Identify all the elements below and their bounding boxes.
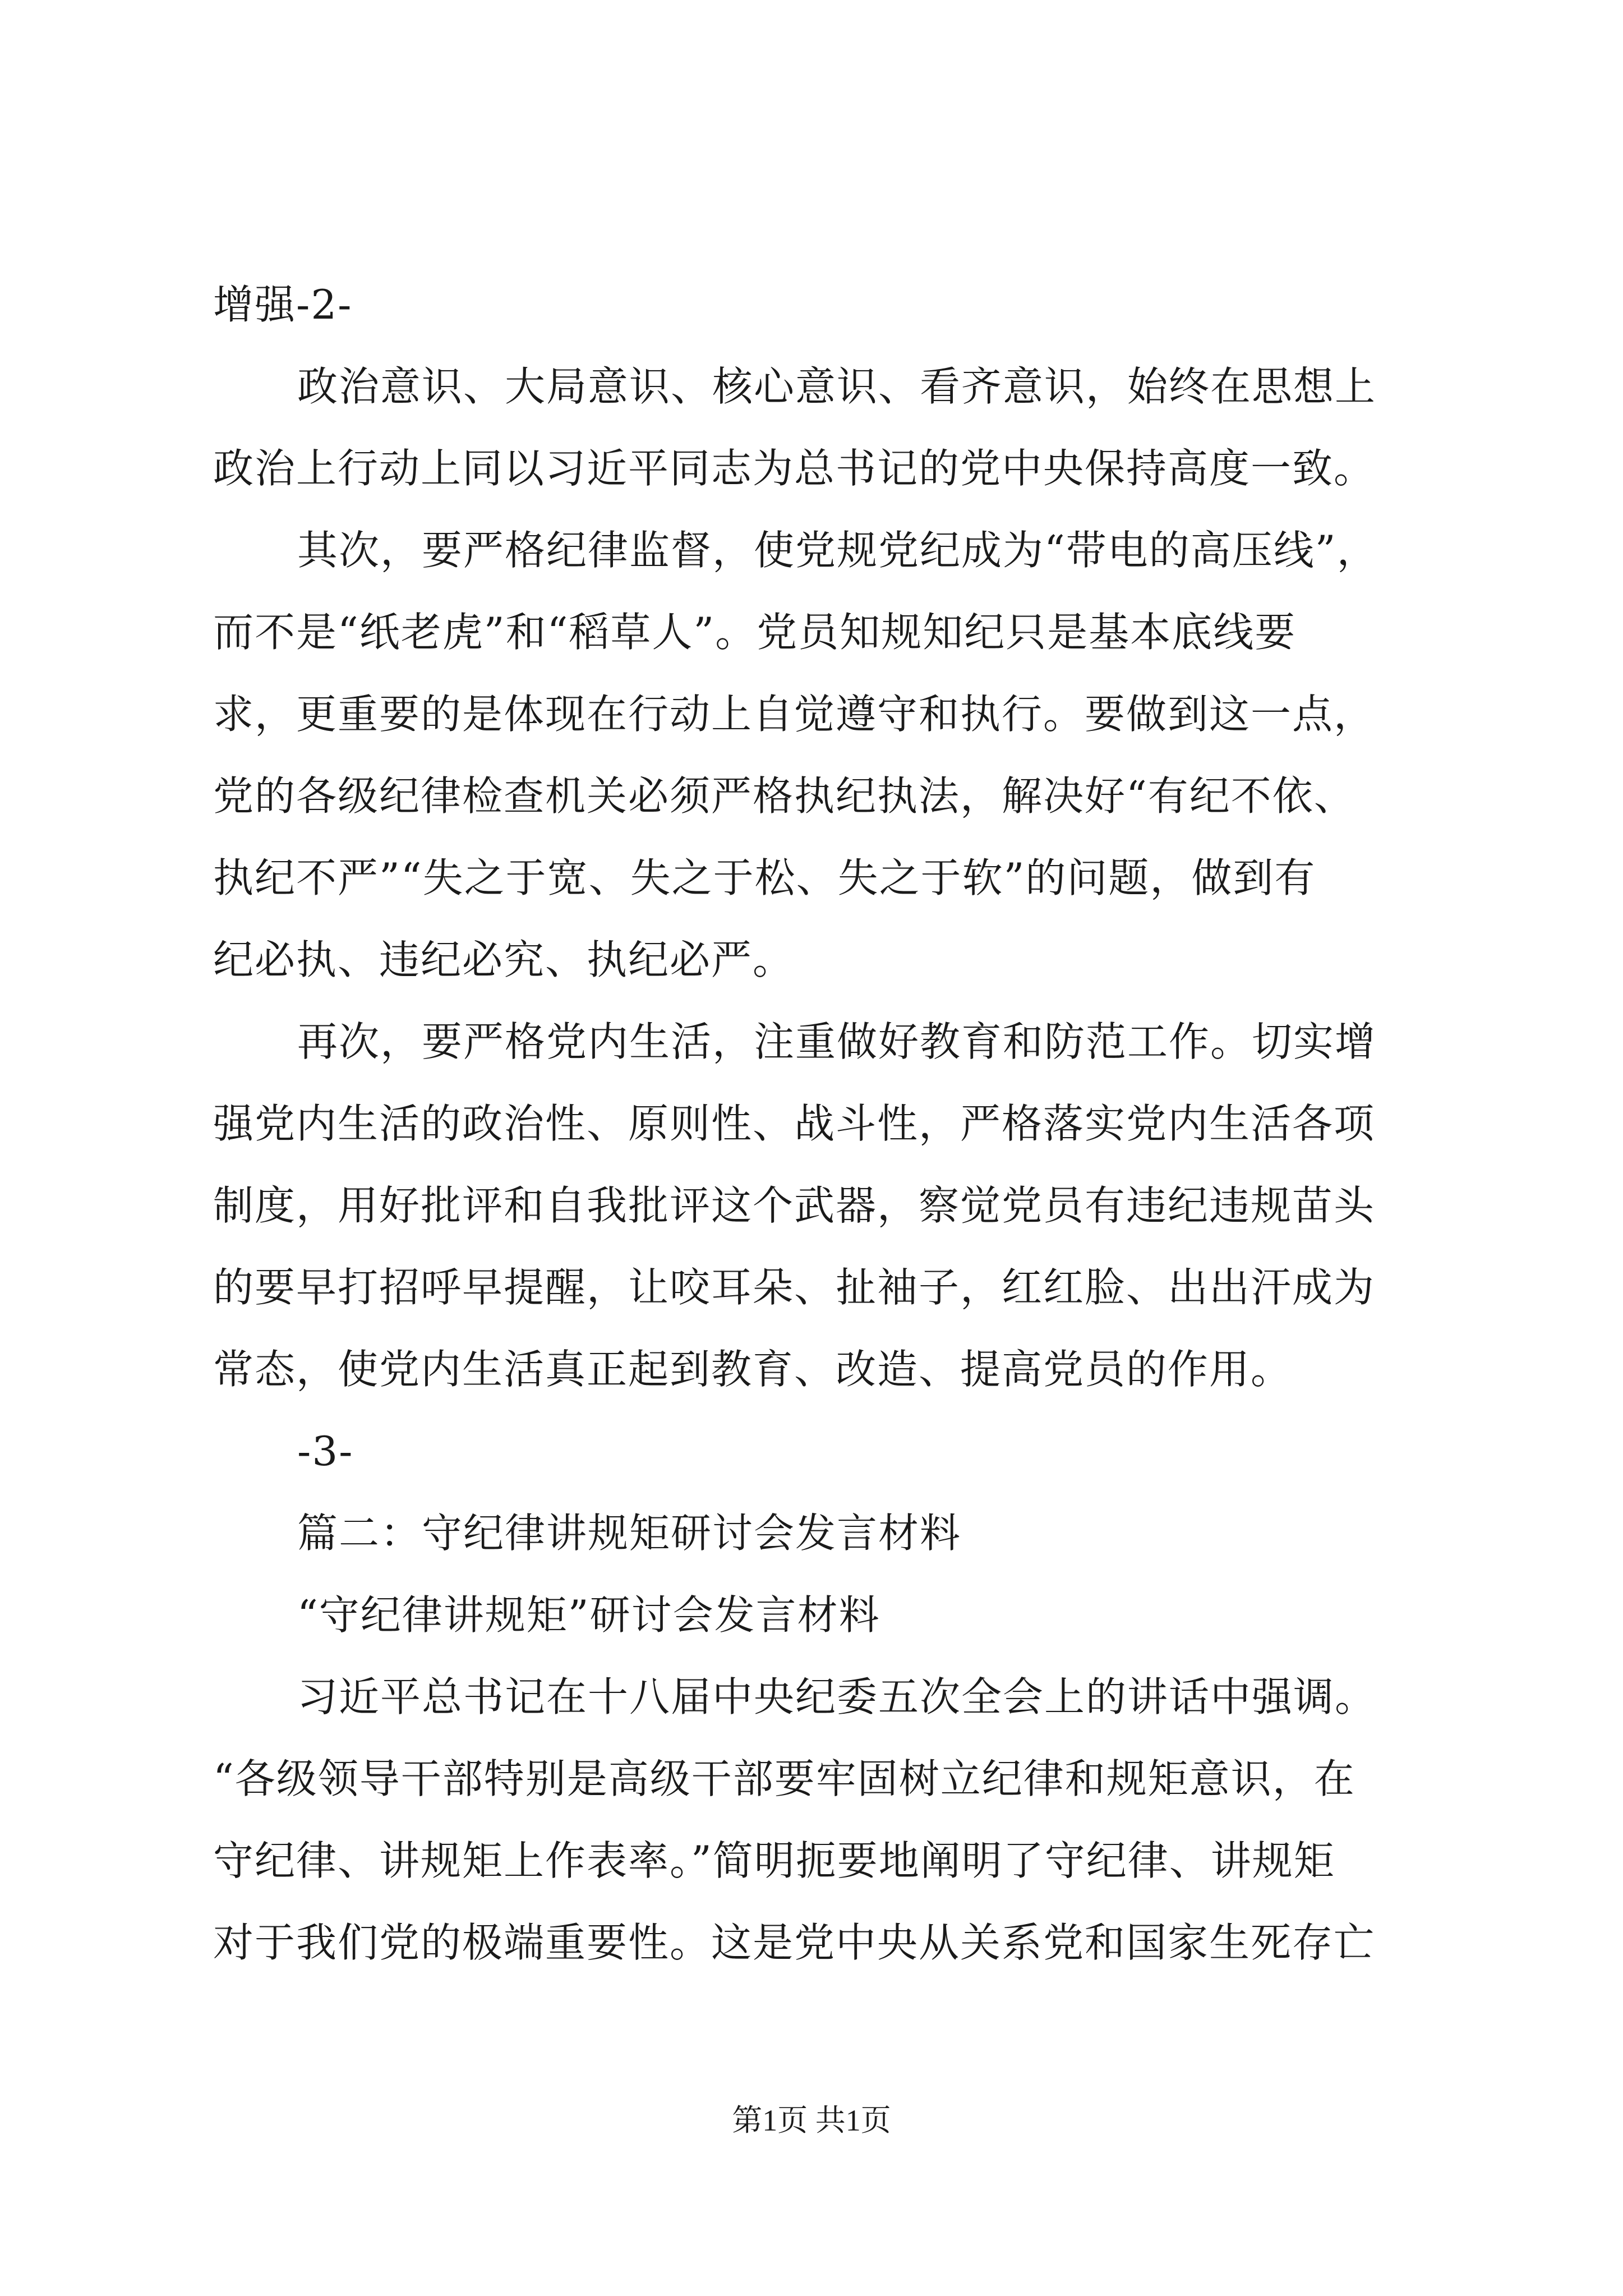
text-line: 执纪不严”“失之于宽、失之于松、失之于软”的问题，做到有 <box>213 854 1316 901</box>
text-line: 守纪律、讲规矩上作表率。”简明扼要地阐明了守纪律、讲规矩 <box>213 1837 1335 1884</box>
text-line: 政治意识、大局意识、核心意识、看齐意识，始终在思想上 <box>297 363 1377 410</box>
section-subtitle: “守纪律讲规矩”研讨会发言材料 <box>297 1591 880 1639</box>
text-line: 求，更重要的是体现在行动上自觉遵守和执行。要做到这一点， <box>213 691 1376 738</box>
text-line: 而不是“纸老虎”和“稻草人”。党员知规知纪只是基本底线要 <box>213 609 1297 656</box>
text-line: 对于我们党的极端重要性。这是党中央从关系党和国家生死存亡 <box>213 1919 1376 1966</box>
document-body <box>213 264 1436 1984</box>
text-line: 党的各级纪律检查机关必须严格执纪执法，解决好“有纪不依、 <box>213 772 1355 820</box>
text-line: 习近平总书记在十八届中央纪委五次全会上的讲话中强调。 <box>297 1673 1377 1720</box>
text-line: 政治上行动上同以习近平同志为总书记的党中央保持高度一致。 <box>213 445 1376 492</box>
text-line: 强党内生活的政治性、原则性、战斗性，严格落实党内生活各项 <box>213 1100 1376 1147</box>
text-line: 制度，用好批评和自我批评这个武器，察觉党员有违纪违规苗头 <box>213 1182 1376 1229</box>
text-line: 的要早打招呼早提醒，让咬耳朵、扯袖子，红红脸、出出汗成为 <box>213 1264 1376 1311</box>
text-line: 再次，要严格党内生活，注重做好教育和防范工作。切实增 <box>297 1018 1377 1065</box>
text-line: 纪必执、违纪必究、执纪必严。 <box>213 936 795 983</box>
page-footer: 第1页 共1页 <box>732 2104 891 2137</box>
section-heading: 篇二：守纪律讲规矩研讨会发言材料 <box>297 1510 962 1557</box>
text-line: “各级领导干部特别是高级干部要牢固树立纪律和规矩意识，在 <box>213 1755 1355 1802</box>
text-line: 增强-2- <box>213 281 353 328</box>
text-line: 常态，使党内生活真正起到教育、改造、提高党员的作用。 <box>213 1346 1293 1393</box>
page-marker: -3- <box>297 1428 354 1475</box>
text-line: 其次，要严格纪律监督，使党规党纪成为“带电的高压线”， <box>297 527 1378 574</box>
